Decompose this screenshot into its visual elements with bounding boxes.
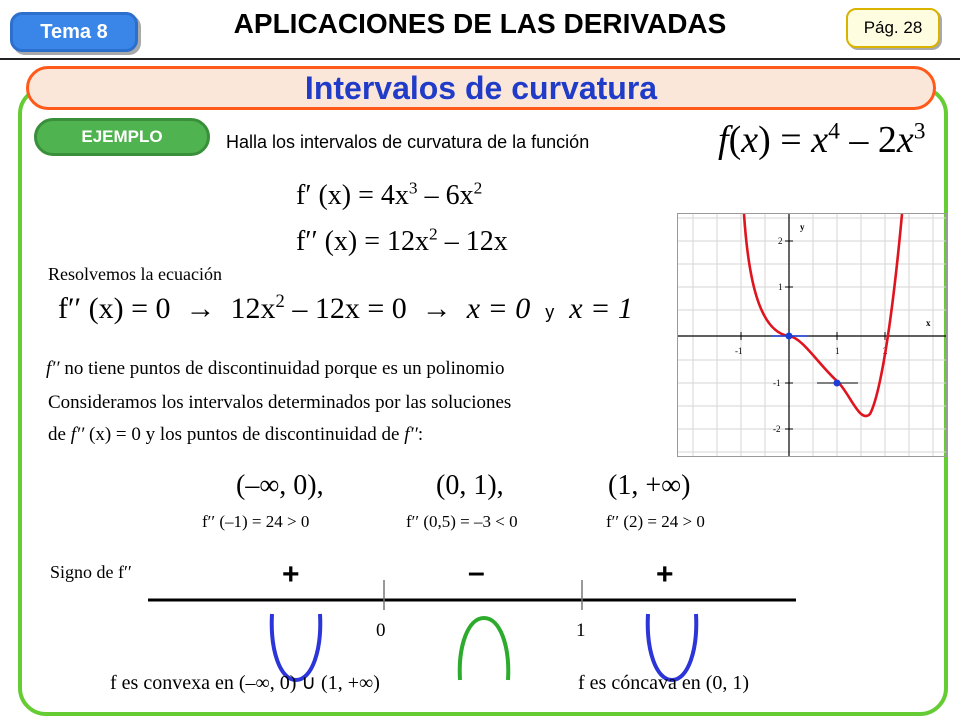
first-derivative: f′ $(x) = 4x^3 - 6x^2$	[296, 178, 483, 211]
second-derivative: f′′ $(x) = 12x^2 - 12x$	[296, 224, 508, 257]
example-badge: EJEMPLO	[34, 118, 210, 156]
interval-3-test: f′′ (2) = 24 > 0	[606, 512, 705, 531]
graph-y-tick-2: 2	[778, 236, 783, 246]
consider-text-line1: Consideramos los intervalos determinados por las soluciones	[48, 392, 512, 413]
graph-y-tick-1: 1	[778, 282, 783, 292]
convex-arc-right	[648, 614, 697, 680]
interval-2-test: f′′ (0,5) = –3 < 0	[406, 512, 518, 531]
section-banner: Intervalos de curvatura	[26, 66, 936, 110]
interval-1-test: f′′ (–1) = 24 > 0	[202, 512, 310, 531]
graph-x-label: x	[926, 318, 931, 328]
sign-point-0: 0	[376, 620, 386, 641]
graph-x-tick-1: 1	[835, 346, 840, 356]
exercise-prompt: Halla los intervalos de curvatura de la función	[226, 132, 590, 152]
function-definition: $f(x) = x^4 - 2x^3$	[718, 118, 926, 161]
concave-conclusion: f es cóncava en (0, 1)	[578, 672, 750, 694]
consider-text-line2: de f′′ (x) = 0 y los puntos de discontinuidad de f′′:	[48, 424, 424, 445]
graph-curve	[744, 214, 902, 416]
graph-grid	[678, 214, 946, 456]
header-title: APLICACIONES DE LAS DERIVADAS	[233, 8, 727, 39]
sign-label: Signo de f′′	[50, 562, 132, 582]
interval-1: (–∞, 0),	[236, 470, 324, 501]
sign-positive-right: +	[656, 558, 674, 591]
concave-arc	[460, 618, 509, 680]
function-graph	[677, 213, 947, 457]
tema-badge: Tema 8	[10, 12, 138, 52]
graph-inflection-point-1	[834, 380, 841, 387]
sign-positive-left: +	[282, 558, 300, 591]
graph-y-label: y	[800, 222, 805, 232]
second-derivative-equation: f′′ $(x) = 0 \to 12x^2 - 12x = 0 \to x = 0$ y x = 1	[58, 291, 633, 325]
graph-y-tick-neg2: -2	[773, 424, 781, 434]
resolve-label: Resolvemos la ecuación	[48, 264, 222, 284]
interval-2: (0, 1),	[436, 470, 504, 501]
page-badge: Pág. 28	[846, 8, 940, 48]
no-discontinuity-text: f′′ no tiene puntos de discontinuidad porque es un polinomio	[46, 358, 505, 379]
graph-y-tick-neg1: -1	[773, 378, 781, 388]
graph-inflection-point-0	[786, 333, 793, 340]
graph-x-tick-neg1: -1	[735, 346, 743, 356]
graph-x-tick-2: 2	[883, 346, 888, 356]
interval-3: (1, +∞)	[608, 470, 691, 501]
sign-negative: –	[468, 556, 485, 589]
sign-point-1: 1	[576, 620, 586, 641]
convex-conclusion: f es convexa en (–∞, 0) ∪ (1, +∞)	[110, 672, 380, 694]
